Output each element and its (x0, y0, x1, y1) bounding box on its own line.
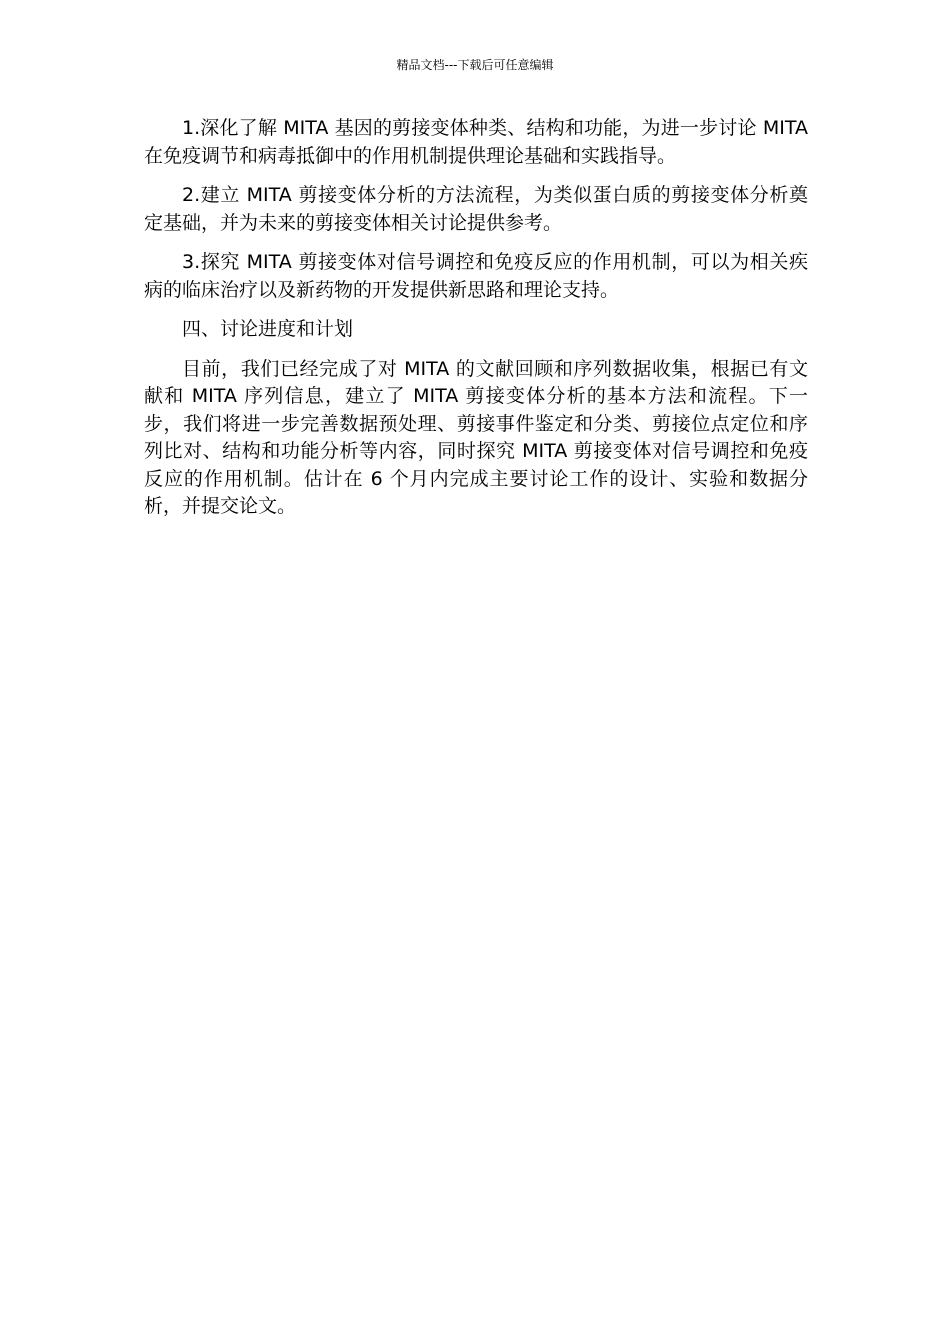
section-heading-progress: 四、讨论进度和计划 (182, 318, 354, 340)
paragraph-progress-plan: 目前，我们已经完成了对 MITA 的文献回顾和序列数据收集，根据已有文献和 MITA 序列信息，建立了 MITA 剪接变体分析的基本方法和流程。下一步，我们将进一步完善数据预处理、剪接事件鉴定和分类、剪接位点定位和序列比对、结构和功能分析等内容，同时探究 MITA 剪接变体对信号调控和免疫反应的作用机制。估计在 6 个月内完成主要讨论工作的设计、实验和数据分析，并提交论文。 (144, 357, 808, 517)
page-header: 精品文档---下载后可任意编辑 (396, 58, 554, 72)
paragraph-objective-1: 1.深化了解 MITA 基因的剪接变体种类、结构和功能，为进一步讨论 MITA 在免疫调节和病毒抵御中的作用机制提供理论基础和实践指导。 (144, 117, 808, 167)
paragraph-objective-3: 3.探究 MITA 剪接变体对信号调控和免疫反应的作用机制，可以为相关疾病的临床治疗以及新药物的开发提供新思路和理论支持。 (144, 251, 808, 301)
paragraph-objective-2: 2.建立 MITA 剪接变体分析的方法流程，为类似蛋白质的剪接变体分析奠定基础，并为未来的剪接变体相关讨论提供参考。 (144, 184, 808, 234)
document-body (144, 115, 808, 533)
